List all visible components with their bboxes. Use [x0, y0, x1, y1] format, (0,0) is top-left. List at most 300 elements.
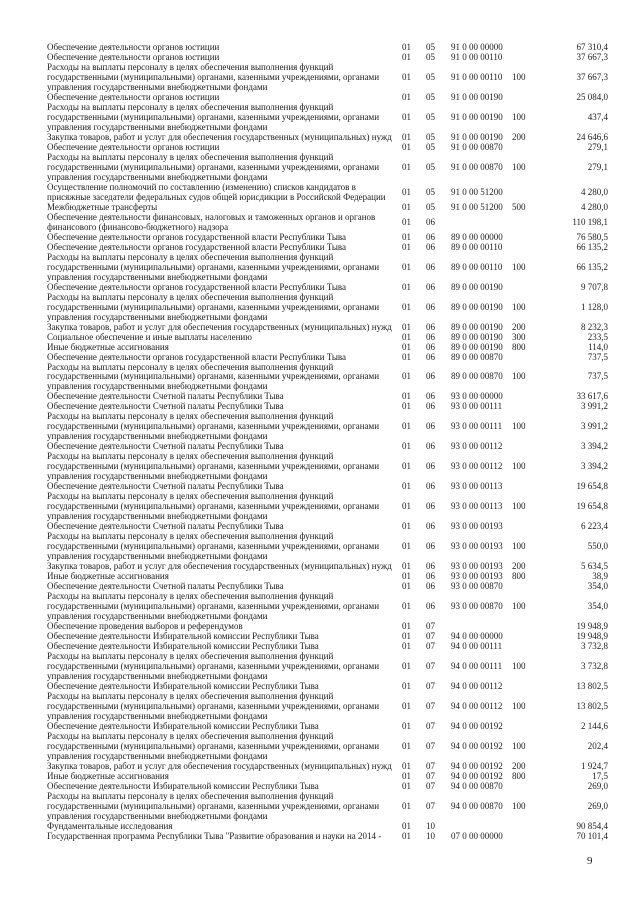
row-subsection: 05 [426, 51, 435, 62]
row-section: 01 [402, 186, 411, 197]
row-subsection: 06 [426, 541, 435, 552]
table-row [0, 42, 640, 52]
row-subsection: 05 [426, 71, 435, 82]
row-expense-type: 200 [512, 760, 526, 771]
row-section: 01 [402, 521, 411, 532]
row-expense-type: 100 [512, 501, 526, 512]
row-expense-type: 800 [512, 770, 526, 781]
row-name: Расходы на выплаты персоналу в целях обеспечения выполнения функций государственными (муниципальными) органами, казенными учреждениями, органами управления государственными внебюджетными фондами [47, 591, 380, 622]
row-expense-type: 100 [512, 661, 526, 672]
row-target-code: 89 0 00 00110 [451, 241, 503, 252]
row-section: 01 [402, 351, 411, 362]
row-section: 01 [402, 700, 411, 711]
row-section: 01 [402, 740, 411, 751]
row-amount: 5 634,5 [581, 561, 608, 572]
table-row [0, 282, 640, 292]
row-subsection: 06 [426, 561, 435, 572]
row-amount: 6 223,4 [581, 521, 608, 532]
row-subsection: 06 [426, 481, 435, 492]
row-amount: 19 654,8 [576, 501, 608, 512]
row-subsection: 06 [426, 601, 435, 612]
row-target-code: 93 0 00 00193 [451, 561, 503, 572]
row-target-code: 94 0 00 00870 [451, 780, 503, 791]
row-amount: 269,0 [587, 800, 608, 811]
row-subsection: 05 [426, 131, 435, 142]
row-amount: 110 198,1 [572, 216, 608, 227]
row-subsection: 06 [426, 341, 435, 352]
row-name: Осуществление полномочий по составлению (изменению) списков кандидатов в присяжные заседатели федеральных судов общей юрисдикции в Российской Федерации [47, 181, 386, 202]
row-expense-type: 100 [512, 800, 526, 811]
row-subsection: 07 [426, 621, 435, 632]
row-target-code: 89 0 00 00190 [451, 331, 503, 342]
row-subsection: 06 [426, 261, 435, 272]
row-section: 01 [402, 561, 411, 572]
table-row [0, 771, 640, 781]
row-subsection: 05 [426, 186, 435, 197]
row-target-code: 89 0 00 00190 [451, 301, 503, 312]
row-name: Расходы на выплаты персоналу в целях обеспечения выполнения функций государственными (муниципальными) органами, казенными учреждениями, органами управления государственными внебюджетными фондами [47, 101, 380, 132]
row-subsection: 05 [426, 161, 435, 172]
row-target-code: 94 0 00 00111 [451, 661, 503, 672]
row-section: 01 [402, 201, 411, 212]
row-target-code: 91 0 00 00190 [451, 91, 503, 102]
row-amount: 114,0 [588, 341, 608, 352]
row-amount: 38,9 [592, 571, 608, 582]
row-expense-type: 200 [512, 321, 526, 332]
table-row [0, 401, 640, 411]
row-subsection: 06 [426, 371, 435, 382]
table-row [0, 342, 640, 352]
row-name: Обеспечение деятельности органов юстиции [47, 42, 220, 52]
table-row [0, 52, 640, 62]
row-target-code: 89 0 00 00190 [451, 281, 503, 292]
row-target-code: 93 0 00 00193 [451, 541, 503, 552]
row-subsection: 07 [426, 681, 435, 691]
row-name: Закупка товаров, работ и услуг для обеспечения государственных (муниципальных) нужд [47, 760, 392, 771]
row-target-code: 94 0 00 00000 [451, 631, 503, 642]
row-name: Обеспечение деятельности Счетной палаты Республики Тыва [47, 481, 284, 492]
row-section: 01 [402, 830, 411, 841]
row-target-code: 07 0 00 00000 [451, 830, 503, 841]
row-name: Обеспечение деятельности финансовых, налоговых и таможенных органов и органов финансового (финансово-бюджетного) надзора [47, 211, 376, 232]
row-name: Расходы на выплаты персоналу в целях обеспечения выполнения функций государственными (муниципальными) органами, казенными учреждениями, органами управления государственными внебюджетными фондами [47, 690, 380, 721]
row-amount: 737,5 [587, 371, 608, 382]
row-amount: 66 135,2 [576, 261, 608, 272]
table-row [0, 621, 640, 631]
row-amount: 354,0 [587, 581, 608, 592]
row-subsection: 07 [426, 800, 435, 811]
row-section: 01 [402, 371, 411, 382]
row-amount: 13 802,5 [576, 700, 608, 711]
row-name: Обеспечение деятельности Счетной палаты Республики Тыва [47, 521, 284, 532]
row-amount: 4 280,0 [581, 201, 608, 212]
row-target-code: 94 0 00 00112 [451, 681, 503, 691]
table-row [0, 202, 640, 212]
table-row [0, 491, 640, 521]
row-name: Иные бюджетные ассигнования [47, 770, 169, 781]
row-expense-type: 200 [512, 131, 526, 142]
table-row [0, 731, 640, 761]
row-amount: 269,0 [587, 780, 608, 791]
row-name: Расходы на выплаты персоналу в целях обеспечения выполнения функций государственными (муниципальными) органами, казенными учреждениями, органами управления государственными внебюджетными фондами [47, 451, 380, 482]
table-row [0, 62, 640, 92]
row-subsection: 07 [426, 760, 435, 771]
row-amount: 3 732,8 [581, 641, 608, 652]
row-amount: 13 802,5 [576, 681, 608, 691]
row-section: 01 [402, 71, 411, 82]
row-expense-type: 800 [512, 571, 526, 582]
row-expense-type: 300 [512, 331, 526, 342]
row-target-code: 94 0 00 00111 [451, 641, 503, 652]
row-section: 01 [402, 770, 411, 781]
row-target-code: 94 0 00 00192 [451, 740, 503, 751]
table-row [0, 411, 640, 441]
row-target-code: 89 0 00 00190 [451, 321, 503, 332]
row-section: 01 [402, 661, 411, 672]
row-target-code: 91 0 00 00110 [451, 51, 503, 62]
row-amount: 3 991,2 [581, 401, 608, 412]
row-name: Иные бюджетные ассигнования [47, 571, 169, 582]
row-section: 01 [402, 481, 411, 492]
row-section: 01 [402, 641, 411, 652]
table-row [0, 92, 640, 102]
row-amount: 3 394,2 [581, 461, 608, 472]
table-row [0, 721, 640, 731]
row-subsection: 05 [426, 42, 435, 52]
row-subsection: 05 [426, 111, 435, 122]
row-amount: 437,4 [587, 111, 608, 122]
row-subsection: 06 [426, 351, 435, 362]
row-section: 01 [402, 631, 411, 642]
table-row [0, 531, 640, 561]
row-amount: 66 135,2 [576, 241, 608, 252]
row-name: Обеспечение деятельности органов юстиции [47, 51, 220, 62]
row-name: Закупка товаров, работ и услуг для обеспечения государственных (муниципальных) нужд [47, 131, 392, 142]
row-target-code: 94 0 00 00870 [451, 800, 503, 811]
row-name: Обеспечение деятельности Избирательной комиссии Республики Тыва [47, 720, 319, 731]
row-name: Обеспечение деятельности Избирательной комиссии Республики Тыва [47, 641, 319, 652]
table-row [0, 352, 640, 362]
row-section: 01 [402, 131, 411, 142]
table-row [0, 481, 640, 491]
table-row [0, 651, 640, 681]
row-amount: 37 667,3 [576, 71, 608, 82]
table-row [0, 581, 640, 591]
table-row [0, 212, 640, 232]
row-expense-type: 100 [512, 71, 526, 82]
row-expense-type: 100 [512, 421, 526, 432]
table-row [0, 791, 640, 821]
table-row [0, 132, 640, 142]
row-amount: 233,5 [587, 331, 608, 342]
row-subsection: 05 [426, 141, 435, 152]
row-section: 01 [402, 161, 411, 172]
row-subsection: 06 [426, 216, 435, 227]
row-target-code: 91 0 00 51200 [451, 186, 503, 197]
row-section: 01 [402, 441, 411, 452]
row-section: 01 [402, 780, 411, 791]
row-target-code: 93 0 00 00112 [451, 441, 503, 452]
row-amount: 3 732,8 [581, 661, 608, 672]
row-subsection: 06 [426, 421, 435, 432]
row-subsection: 06 [426, 391, 435, 402]
row-target-code: 91 0 00 00110 [451, 71, 503, 82]
row-amount: 19 948,9 [576, 621, 608, 632]
row-name: Обеспечение деятельности органов государственной власти Республики Тыва [47, 351, 347, 362]
row-name: Расходы на выплаты персоналу в целях обеспечения выполнения функций государственными (муниципальными) органами, казенными учреждениями, органами управления государственными внебюджетными фондами [47, 361, 380, 392]
row-name: Расходы на выплаты персоналу в целях обеспечения выполнения функций государственными (муниципальными) органами, казенными учреждениями, органами управления государственными внебюджетными фондами [47, 651, 380, 682]
row-target-code: 91 0 00 00870 [451, 161, 503, 172]
row-section: 01 [402, 42, 411, 52]
row-name: Обеспечение деятельности органов юстиции [47, 91, 220, 102]
row-name: Закупка товаров, работ и услуг для обеспечения государственных (муниципальных) нужд [47, 321, 392, 332]
table-row [0, 142, 640, 152]
row-section: 01 [402, 421, 411, 432]
table-row [0, 242, 640, 252]
row-section: 01 [402, 391, 411, 402]
table-row [0, 391, 640, 401]
row-name: Социальное обеспечение и иные выплаты населению [47, 331, 252, 342]
row-amount: 737,5 [587, 351, 608, 362]
row-section: 01 [402, 681, 411, 691]
row-subsection: 06 [426, 301, 435, 312]
table-row [0, 332, 640, 342]
row-target-code: 89 0 00 00870 [451, 351, 503, 362]
page-number: 9 [587, 855, 593, 867]
row-section: 01 [402, 216, 411, 227]
row-target-code: 94 0 00 00192 [451, 770, 503, 781]
row-subsection: 06 [426, 461, 435, 472]
table-row [0, 631, 640, 641]
table-row [0, 322, 640, 332]
row-amount: 2 144,6 [581, 720, 608, 731]
row-section: 01 [402, 141, 411, 152]
row-name: Обеспечение деятельности органов государственной власти Республики Тыва [47, 281, 347, 292]
row-expense-type: 200 [512, 561, 526, 572]
row-name: Обеспечение деятельности Счетной палаты Республики Тыва [47, 391, 284, 402]
row-section: 01 [402, 581, 411, 592]
row-amount: 25 084,0 [576, 91, 608, 102]
row-section: 01 [402, 111, 411, 122]
row-subsection: 06 [426, 441, 435, 452]
row-target-code: 91 0 00 00870 [451, 141, 503, 152]
row-name: Обеспечение деятельности органов государственной власти Республики Тыва [47, 231, 347, 242]
row-subsection: 06 [426, 281, 435, 292]
row-name: Обеспечение деятельности Счетной палаты Республики Тыва [47, 441, 284, 452]
row-section: 01 [402, 760, 411, 771]
row-target-code: 91 0 00 00000 [451, 42, 503, 52]
table-row [0, 781, 640, 791]
row-target-code: 93 0 00 00193 [451, 571, 503, 582]
row-subsection: 06 [426, 331, 435, 342]
row-amount: 3 991,2 [581, 421, 608, 432]
row-expense-type: 100 [512, 111, 526, 122]
table-row [0, 571, 640, 581]
row-expense-type: 100 [512, 161, 526, 172]
row-section: 01 [402, 51, 411, 62]
table-row [0, 591, 640, 621]
row-target-code: 93 0 00 00870 [451, 601, 503, 612]
row-section: 01 [402, 720, 411, 731]
row-name: Обеспечение деятельности Избирательной комиссии Республики Тыва [47, 780, 319, 791]
row-target-code: 93 0 00 00193 [451, 521, 503, 532]
row-section: 01 [402, 341, 411, 352]
row-name: Расходы на выплаты персоналу в целях обеспечения выполнения функций государственными (муниципальными) органами, казенными учреждениями, органами управления государственными внебюджетными фондами [47, 491, 380, 522]
table-row [0, 102, 640, 132]
row-subsection: 10 [426, 830, 435, 841]
row-expense-type: 100 [512, 700, 526, 711]
row-name: Расходы на выплаты персоналу в целях обеспечения выполнения функций государственными (муниципальными) органами, казенными учреждениями, органами управления государственными внебюджетными фондами [47, 151, 380, 182]
row-target-code: 93 0 00 00113 [451, 481, 503, 492]
row-name: Расходы на выплаты персоналу в целях обеспечения выполнения функций государственными (муниципальными) органами, казенными учреждениями, органами управления государственными внебюджетными фондами [47, 251, 380, 282]
row-amount: 37 667,3 [576, 51, 608, 62]
row-section: 01 [402, 541, 411, 552]
row-target-code: 91 0 00 00190 [451, 111, 503, 122]
row-name: Обеспечение деятельности органов юстиции [47, 141, 220, 152]
row-amount: 19 948,9 [576, 631, 608, 642]
row-amount: 279,1 [587, 161, 608, 172]
row-target-code: 93 0 00 00111 [451, 421, 503, 432]
row-name: Расходы на выплаты персоналу в целях обеспечения выполнения функций государственными (муниципальными) органами, казенными учреждениями, органами управления государственными внебюджетными фондами [47, 730, 380, 761]
row-target-code: 94 0 00 00192 [451, 760, 503, 771]
row-subsection: 07 [426, 700, 435, 711]
table-row [0, 681, 640, 691]
table-row [0, 831, 640, 841]
table-row [0, 691, 640, 721]
row-section: 01 [402, 621, 411, 632]
table-row [0, 232, 640, 242]
row-name: Расходы на выплаты персоналу в целях обеспечения выполнения функций государственными (муниципальными) органами, казенными учреждениями, органами управления государственными внебюджетными фондами [47, 531, 380, 562]
row-expense-type: 100 [512, 740, 526, 751]
table-row [0, 441, 640, 451]
row-target-code: 93 0 00 00111 [451, 401, 503, 412]
row-section: 01 [402, 461, 411, 472]
row-section: 01 [402, 800, 411, 811]
row-target-code: 94 0 00 00192 [451, 720, 503, 731]
table-row [0, 182, 640, 202]
row-amount: 76 580,5 [576, 231, 608, 242]
row-amount: 33 617,6 [576, 391, 608, 402]
row-target-code: 89 0 00 00870 [451, 371, 503, 382]
row-name: Расходы на выплаты персоналу в целях обеспечения выполнения функций государственными (муниципальными) органами, казенными учреждениями, органами управления государственными внебюджетными фондами [47, 291, 380, 322]
row-amount: 202,4 [587, 740, 608, 751]
row-name: Обеспечение деятельности Избирательной комиссии Республики Тыва [47, 631, 319, 642]
row-section: 01 [402, 401, 411, 412]
row-section: 01 [402, 321, 411, 332]
row-subsection: 07 [426, 720, 435, 731]
row-subsection: 05 [426, 91, 435, 102]
row-target-code: 93 0 00 00112 [451, 461, 503, 472]
row-name: Обеспечение деятельности Счетной палаты Республики Тыва [47, 401, 284, 412]
row-amount: 1 128,0 [581, 301, 608, 312]
row-subsection: 07 [426, 631, 435, 642]
row-name: Фундаментальные исследования [47, 820, 173, 831]
table-row [0, 451, 640, 481]
row-amount: 279,1 [587, 141, 608, 152]
row-subsection: 05 [426, 201, 435, 212]
row-subsection: 06 [426, 401, 435, 412]
row-subsection: 07 [426, 740, 435, 751]
row-subsection: 06 [426, 501, 435, 512]
row-name: Закупка товаров, работ и услуг для обеспечения государственных (муниципальных) нужд [47, 561, 392, 572]
row-amount: 4 280,0 [581, 186, 608, 197]
row-name: Иные бюджетные ассигнования [47, 341, 169, 352]
row-name: Расходы на выплаты персоналу в целях обеспечения выполнения функций государственными (муниципальными) органами, казенными учреждениями, органами управления государственными внебюджетными фондами [47, 790, 380, 821]
row-expense-type: 100 [512, 541, 526, 552]
row-section: 01 [402, 301, 411, 312]
row-expense-type: 500 [512, 201, 526, 212]
row-section: 01 [402, 501, 411, 512]
row-subsection: 06 [426, 581, 435, 592]
row-amount: 70 101,4 [576, 830, 608, 841]
row-amount: 3 394,2 [581, 441, 608, 452]
row-name: Обеспечение проведения выборов и референдумов [47, 621, 243, 632]
row-target-code: 91 0 00 51200 [451, 201, 503, 212]
table-row [0, 362, 640, 392]
row-amount: 354,0 [587, 601, 608, 612]
row-name: Государственная программа Республики Тыва "Развитие образования и науки на 2014 - [47, 830, 382, 841]
row-subsection: 07 [426, 641, 435, 652]
row-expense-type: 800 [512, 341, 526, 352]
table-row [0, 292, 640, 322]
row-amount: 9 707,8 [581, 281, 608, 292]
row-subsection: 06 [426, 321, 435, 332]
row-target-code: 94 0 00 00112 [451, 700, 503, 711]
row-section: 01 [402, 820, 411, 831]
row-amount: 24 646,6 [576, 131, 608, 142]
table-row [0, 561, 640, 571]
row-name: Обеспечение деятельности органов государственной власти Республики Тыва [47, 241, 347, 252]
row-target-code: 89 0 00 00000 [451, 231, 503, 242]
row-target-code: 93 0 00 00000 [451, 391, 503, 402]
table-row [0, 252, 640, 282]
row-section: 01 [402, 331, 411, 342]
row-section: 01 [402, 601, 411, 612]
row-amount: 17,5 [592, 770, 608, 781]
row-subsection: 07 [426, 780, 435, 791]
table-row [0, 761, 640, 771]
row-amount: 67 310,4 [576, 42, 608, 52]
budget-table [0, 42, 640, 841]
row-target-code: 91 0 00 00190 [451, 131, 503, 142]
row-name: Расходы на выплаты персоналу в целях обеспечения выполнения функций государственными (муниципальными) органами, казенными учреждениями, органами управления государственными внебюджетными фондами [47, 61, 380, 92]
row-expense-type: 100 [512, 461, 526, 472]
row-subsection: 06 [426, 521, 435, 532]
table-row [0, 152, 640, 182]
row-section: 01 [402, 241, 411, 252]
row-name: Обеспечение деятельности Избирательной комиссии Республики Тыва [47, 681, 319, 691]
row-expense-type: 100 [512, 261, 526, 272]
row-target-code: 93 0 00 00113 [451, 501, 503, 512]
row-section: 01 [402, 231, 411, 242]
row-amount: 19 654,8 [576, 481, 608, 492]
row-subsection: 06 [426, 571, 435, 582]
row-name: Обеспечение деятельности Счетной палаты Республики Тыва [47, 581, 284, 592]
row-section: 01 [402, 281, 411, 292]
row-subsection: 06 [426, 241, 435, 252]
row-subsection: 10 [426, 820, 435, 831]
row-subsection: 07 [426, 770, 435, 781]
row-section: 01 [402, 571, 411, 582]
row-expense-type: 100 [512, 371, 526, 382]
row-amount: 8 232,3 [581, 321, 608, 332]
table-row [0, 641, 640, 651]
row-name: Расходы на выплаты персоналу в целях обеспечения выполнения функций государственными (муниципальными) органами, казенными учреждениями, органами управления государственными внебюджетными фондами [47, 411, 380, 442]
row-section: 01 [402, 261, 411, 272]
row-subsection: 07 [426, 661, 435, 672]
row-target-code: 93 0 00 00870 [451, 581, 503, 592]
table-row [0, 521, 640, 531]
